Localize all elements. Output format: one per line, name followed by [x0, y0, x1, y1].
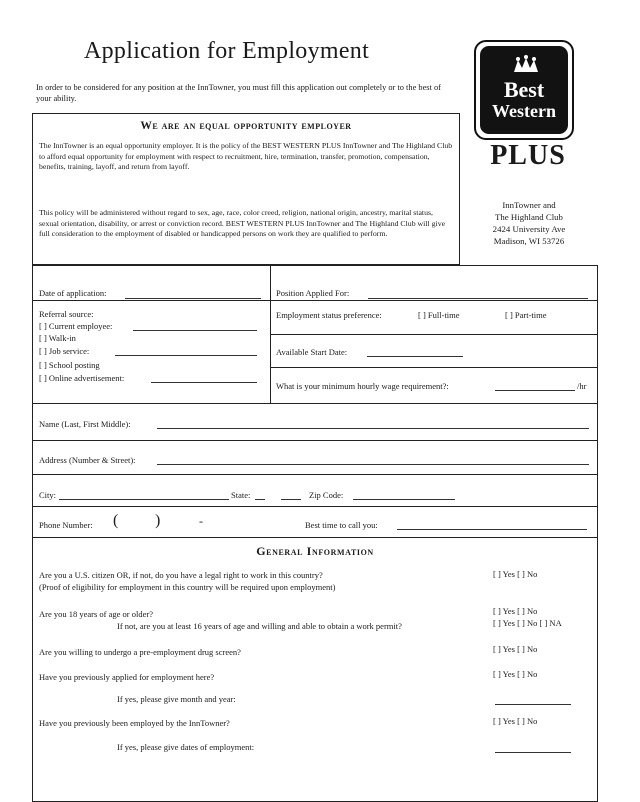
form-divider	[270, 334, 597, 335]
start-date-field[interactable]	[367, 356, 463, 357]
name-label: Name (Last, First Middle):	[39, 419, 131, 429]
name-field[interactable]	[157, 428, 589, 429]
state-field[interactable]	[255, 499, 265, 500]
q-drug-screen: Are you willing to undergo a pre-employment drug screen?	[39, 647, 241, 657]
phone-label: Phone Number:	[39, 520, 93, 530]
q-employed-before-sub: If yes, please give dates of employment:	[117, 742, 255, 752]
min-wage-field[interactable]	[495, 390, 575, 391]
form-divider	[33, 506, 597, 507]
logo-plus: PLUS	[490, 140, 566, 171]
address-line-1: InnTowner and	[502, 200, 556, 210]
intro-text: In order to be considered for any position at the InnTowner, you must fill this application out completely or to the best of your ability.	[36, 83, 441, 103]
q-applied-before-sub: If yes, please give month and year:	[117, 694, 236, 704]
form-column-divider	[270, 266, 271, 403]
eeo-box	[32, 113, 460, 265]
q-citizen-note: (Proof of eligibility for employment in this country will be required upon employment)	[39, 582, 336, 592]
q-age-sub-yes-no-na[interactable]: [ ] Yes [ ] No [ ] NA	[493, 618, 562, 628]
address-line-2: The Highland Club	[495, 212, 563, 222]
min-wage-label: What is your minimum hourly wage requirement?:	[276, 381, 449, 391]
referral-job-service[interactable]: [ ] Job service:	[39, 346, 90, 356]
employment-dates-field[interactable]	[495, 752, 571, 753]
start-date-label: Available Start Date:	[276, 347, 348, 357]
employment-status-label: Employment status preference:	[276, 310, 382, 320]
eeo-heading: We are an equal opportunity employer	[140, 120, 352, 132]
address-field[interactable]	[157, 464, 589, 465]
city-label: City:	[39, 490, 57, 500]
hotel-address	[474, 199, 584, 247]
q-age-yes-no[interactable]: [ ] Yes [ ] No	[493, 606, 538, 616]
form-divider	[270, 367, 597, 368]
phone-area-close: )	[155, 512, 161, 529]
eeo-paragraph-2: This policy will be administered without regard to sex, age, race, color creed, religion, national origin, ancestry, marital status, sexual orientation, disability, or arrest or conviction record. BEST WESTERN PLUS InnTowner and The Highland Club will give full consideration to the employment of disabled or handicapped persons on work they are qualified to perform.	[39, 208, 446, 239]
date-of-application-label: Date of application:	[39, 288, 107, 298]
full-time-checkbox[interactable]: [ ] Full-time	[418, 310, 460, 320]
referral-current-employee[interactable]: [ ] Current employee:	[39, 321, 113, 331]
online-ad-field[interactable]	[151, 382, 257, 383]
address-line-4: Madison, WI 53726	[493, 236, 565, 246]
q-citizen: Are you a U.S. citizen OR, if not, do you have a legal right to work in this country?	[39, 570, 323, 580]
q-applied-before-yes-no[interactable]: [ ] Yes [ ] No	[493, 669, 538, 679]
q-drug-screen-yes-no[interactable]: [ ] Yes [ ] No	[493, 644, 538, 654]
position-applied-field[interactable]	[368, 298, 588, 299]
date-of-application-field[interactable]	[125, 298, 261, 299]
form-divider	[33, 537, 597, 538]
best-time-label: Best time to call you:	[305, 520, 378, 530]
best-time-field[interactable]	[397, 529, 587, 530]
applied-date-field[interactable]	[495, 704, 571, 705]
form-divider	[33, 300, 597, 301]
address-label: Address (Number & Street):	[39, 455, 136, 465]
general-info-heading: General Information	[256, 544, 374, 558]
phone-dash: -	[199, 514, 203, 528]
best-western-logo	[474, 40, 574, 140]
zip-label: Zip Code:	[309, 490, 344, 500]
part-time-checkbox[interactable]: [ ] Part-time	[505, 310, 547, 320]
city-field[interactable]	[59, 499, 229, 500]
q-age: Are you 18 years of age or older?	[39, 609, 153, 619]
state-field-extra[interactable]	[281, 499, 301, 500]
per-hour-label: /hr	[577, 381, 587, 391]
form-divider	[33, 403, 597, 404]
application-form	[32, 265, 598, 802]
state-label: State:	[231, 490, 251, 500]
referral-source-label: Referral source:	[39, 309, 94, 319]
phone-area-open: (	[113, 512, 119, 529]
eeo-paragraph-1: The InnTowner is an equal opportunity employer. It is the policy of the BEST WESTERN PLUS InnTowner and The Highland Club to afford equal opportunity for employment with respect to recruitment, hire, termination, transfer, promotion, compensation, benefits, training, layoff, and return from layoff.	[39, 141, 453, 172]
q-applied-before: Have you previously applied for employment here?	[39, 672, 215, 682]
address-line-3: 2424 University Ave	[492, 224, 566, 234]
referral-online-ad[interactable]: [ ] Online advertisement:	[39, 373, 125, 383]
logo-text-western: Western	[492, 101, 556, 121]
referral-walk-in[interactable]: [ ] Walk-in	[39, 333, 76, 343]
logo-text-best: Best	[503, 77, 545, 102]
page-title: Application for Employment	[84, 38, 370, 64]
q-employed-before-yes-no[interactable]: [ ] Yes [ ] No	[493, 716, 538, 726]
referral-school-posting[interactable]: [ ] School posting	[39, 360, 100, 370]
current-employee-field[interactable]	[133, 330, 257, 331]
form-divider	[33, 474, 597, 475]
job-service-field[interactable]	[115, 355, 257, 356]
zip-field[interactable]	[353, 499, 455, 500]
position-applied-label: Position Applied For:	[276, 288, 350, 298]
q-citizen-yes-no[interactable]: [ ] Yes [ ] No	[493, 569, 538, 579]
form-divider	[33, 440, 597, 441]
q-employed-before: Have you previously been employed by the InnTowner?	[39, 718, 230, 728]
q-age-sub: If not, are you at least 16 years of age and willing and able to obtain a work permit?	[117, 621, 402, 631]
